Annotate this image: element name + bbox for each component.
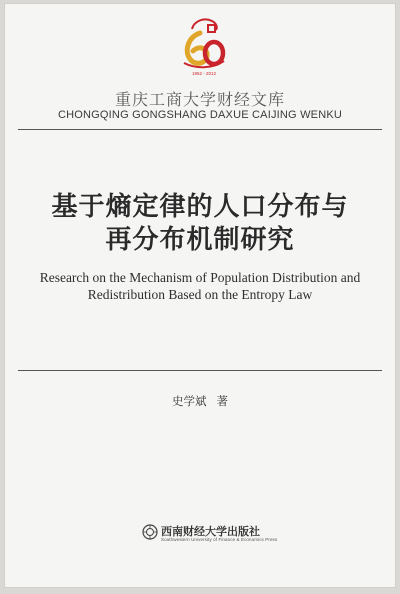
author-role: 著 [216, 394, 228, 408]
publisher-name-english: Southwestern University of Finance & Economics Press [161, 537, 278, 542]
book-title-english-line1: Research on the Mechanism of Population Distribution and [39, 270, 361, 285]
top-divider [18, 129, 382, 130]
author-name: 史学斌 [172, 394, 207, 408]
anniversary-60-emblem-icon [178, 15, 230, 77]
publisher [142, 523, 278, 545]
book-title-chinese-line1: 基于熵定律的人口分布与 [51, 192, 349, 222]
publisher-name-chinese: 西南财经大学出版社 [161, 525, 260, 538]
series-title-pinyin: CHONGQING GONGSHANG DAXUE CAIJING WENKU [57, 109, 343, 121]
svg-text:1952 - 2012: 1952 - 2012 [191, 71, 217, 76]
book-title-english [4, 269, 396, 303]
book-title-chinese [4, 191, 396, 257]
publisher-seal-icon [142, 524, 158, 540]
bottom-divider [18, 370, 382, 371]
author-line [4, 393, 396, 409]
book-cover [4, 3, 396, 588]
book-title-english-line2: Redistribution Based on the Entropy Law [87, 287, 313, 302]
book-title-chinese-line2: 再分布机制研究 [105, 225, 295, 255]
series-title-chinese: 重庆工商大学财经文库 [114, 90, 285, 109]
